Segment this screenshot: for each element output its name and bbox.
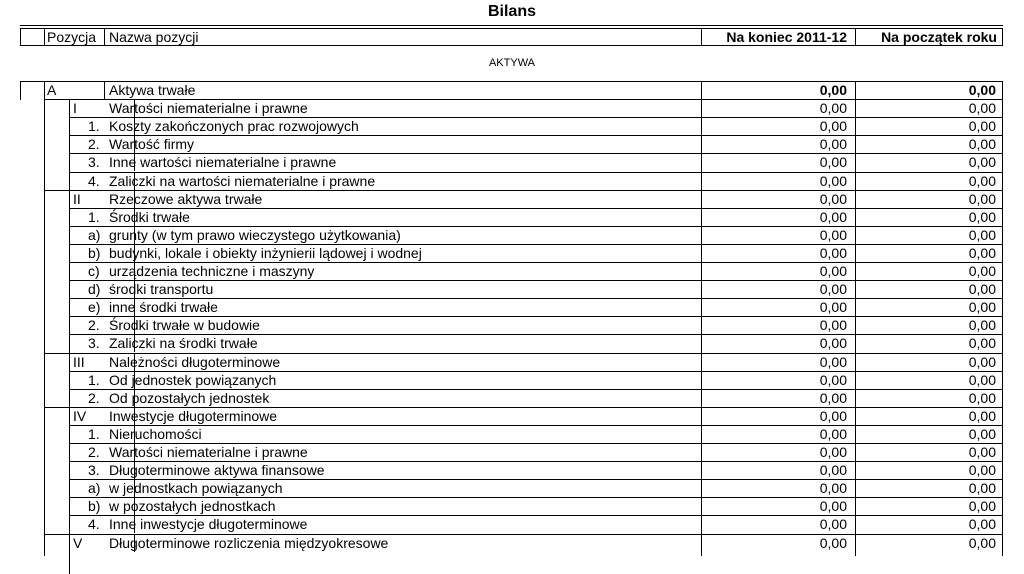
row-value-end: 0,00: [819, 425, 847, 442]
row-value-start: 0,00: [968, 353, 996, 370]
row-code: 1.: [88, 118, 100, 135]
code-name-divider: [134, 244, 135, 262]
row-value-end: 0,00: [819, 480, 847, 497]
row-value-start: 0,00: [968, 281, 996, 298]
row-value-end: 0,00: [819, 371, 847, 388]
code-name-divider: [134, 534, 135, 552]
row-value-start: 0,00: [968, 335, 996, 352]
row-name: budynki, lokale i obiekty inżynierii lądowej i wodnej: [109, 244, 422, 261]
code-name-divider: [134, 515, 135, 533]
row-value-start: 0,00: [968, 480, 996, 497]
row-name: Aktywa trwałe: [109, 82, 196, 98]
row-value-end: 0,00: [819, 172, 847, 189]
row-name: Inwestycje długoterminowe: [109, 407, 278, 424]
header-start-of-year: Na początek roku: [881, 29, 997, 45]
row-value-end: 0,00: [819, 498, 847, 515]
row-value-end: 0,00: [819, 154, 847, 171]
code-name-divider: [134, 280, 135, 298]
row-code: b): [88, 498, 101, 515]
row-name: Inne wartości niematerialne i prawne: [109, 154, 337, 171]
row-value-start: 0,00: [968, 317, 996, 334]
row-name: w jednostkach powiązanych: [109, 480, 283, 497]
row-value-end: 0,00: [819, 444, 847, 460]
row-name: inne środki trwałe: [109, 299, 218, 316]
row-name: Długoterminowe aktywa finansowe: [109, 462, 325, 479]
row-code: 2.: [88, 317, 100, 334]
code-name-divider: [134, 153, 135, 171]
row-value-start: 0,00: [968, 516, 996, 533]
code-name-divider: [134, 190, 135, 208]
row-code: A: [47, 82, 57, 98]
row-name: Zaliczki na środki trwałe: [109, 335, 258, 352]
row-value-end: 0,00: [819, 208, 847, 225]
report-title: Bilans: [487, 3, 536, 20]
row-name: urządzenia techniczne i maszyny: [109, 263, 315, 279]
row-value-start: 0,00: [968, 389, 996, 406]
code-name-divider: [134, 443, 135, 461]
row-code: d): [88, 281, 101, 298]
value-divider: [701, 81, 702, 556]
code-name-divider: [134, 208, 135, 226]
header-name: Nazwa pozycji: [109, 29, 199, 45]
row-value-end: 0,00: [819, 263, 847, 279]
level1-border: [44, 81, 45, 556]
row-value-end: 0,00: [819, 82, 847, 98]
row-code: 2.: [88, 389, 100, 406]
row-value-end: 0,00: [819, 118, 847, 135]
row-value-start: 0,00: [968, 371, 996, 388]
table-header: [20, 28, 1003, 46]
code-name-divider: [134, 353, 135, 371]
code-name-divider: [134, 135, 135, 153]
code-name-divider: [134, 172, 135, 190]
row-code: c): [88, 263, 100, 279]
row-value-start: 0,00: [968, 100, 996, 117]
row-name: grunty (w tym prawo wieczystego użytkowania): [109, 226, 401, 243]
value-divider: [855, 81, 856, 556]
row-code: II: [73, 190, 81, 207]
table-border-left: [20, 81, 21, 100]
row-value-start: 0,00: [968, 462, 996, 479]
row-name: Wartości niematerialne i prawne: [109, 444, 308, 460]
code-name-divider: [134, 99, 135, 117]
row-value-end: 0,00: [819, 353, 847, 370]
row-value-end: 0,00: [819, 407, 847, 424]
row-name: Wartość firmy: [109, 136, 195, 153]
row-name: Zaliczki na wartości niematerialne i prawne: [109, 172, 376, 189]
code-name-divider: [134, 389, 135, 407]
row-name: środki transportu: [109, 281, 214, 298]
row-value-end: 0,00: [819, 516, 847, 533]
row-value-start: 0,00: [968, 244, 996, 261]
row-value-start: 0,00: [968, 208, 996, 225]
row-value-start: 0,00: [968, 498, 996, 515]
row-code: 3.: [88, 335, 100, 352]
row-value-end: 0,00: [819, 100, 847, 117]
level2-border: [69, 99, 70, 574]
row-code: a): [88, 226, 101, 243]
row-value-start: 0,00: [968, 263, 996, 279]
header-divider: [701, 29, 702, 45]
row-code: 1.: [88, 371, 100, 388]
row-value-end: 0,00: [819, 317, 847, 334]
header-end-of-period: Na koniec 2011-12: [726, 29, 847, 45]
row-value-start: 0,00: [968, 534, 996, 551]
row-value-start: 0,00: [968, 425, 996, 442]
row-code: 1.: [88, 208, 100, 225]
code-name-divider: [134, 117, 135, 135]
row-code: 1.: [88, 425, 100, 442]
header-position: Pozycja: [47, 29, 97, 45]
row-value-start: 0,00: [968, 154, 996, 171]
section-heading: AKTYWA: [488, 57, 536, 69]
code-name-divider: [134, 497, 135, 515]
row-value-end: 0,00: [819, 190, 847, 207]
table-border-right: [1002, 81, 1003, 556]
row-code: V: [73, 534, 83, 551]
header-divider: [44, 29, 45, 45]
row-code: 4.: [88, 172, 100, 189]
row-code: 3.: [88, 462, 100, 479]
row-name: Długoterminowe rozliczenia międzyokresowe: [109, 534, 389, 551]
row-value-start: 0,00: [968, 299, 996, 316]
row-name: Należności długoterminowe: [109, 353, 281, 370]
row-name: Rzeczowe aktywa trwałe: [109, 190, 263, 207]
header-divider: [20, 29, 21, 45]
row-code: 4.: [88, 516, 100, 533]
row-code: 2.: [88, 444, 100, 460]
row-name: Inne inwestycje długoterminowe: [109, 516, 308, 533]
code-name-divider: [134, 226, 135, 244]
code-name-divider: [134, 371, 135, 389]
header-divider: [104, 29, 105, 45]
row-value-end: 0,00: [819, 534, 847, 551]
row-code: b): [88, 244, 101, 261]
code-name-divider: [134, 334, 135, 352]
code-name-divider: [134, 298, 135, 316]
code-name-divider: [134, 407, 135, 425]
row-name: w pozostałych jednostkach: [109, 498, 276, 515]
code-name-divider: [134, 262, 135, 280]
row-value-end: 0,00: [819, 226, 847, 243]
row-name: Nieruchomości: [109, 425, 202, 442]
header-divider: [1002, 29, 1003, 45]
row-code: 3.: [88, 154, 100, 171]
code-name-divider: [134, 316, 135, 334]
row-value-start: 0,00: [968, 118, 996, 135]
row-value-end: 0,00: [819, 389, 847, 406]
code-name-divider: [134, 461, 135, 479]
row-value-start: 0,00: [968, 82, 996, 98]
code-name-divider: [134, 479, 135, 497]
row-name: Koszty zakończonych prac rozwojowych: [109, 118, 359, 135]
row-value-start: 0,00: [968, 172, 996, 189]
row-value-end: 0,00: [819, 462, 847, 479]
row-code: a): [88, 480, 101, 497]
row-name: Od jednostek powiązanych: [109, 371, 277, 388]
code-name-divider: [104, 81, 105, 99]
header-divider: [855, 29, 856, 45]
row-code: I: [73, 100, 77, 117]
row-name: Środki trwałe: [109, 208, 190, 225]
row-value-start: 0,00: [968, 444, 996, 460]
code-name-divider: [134, 425, 135, 443]
row-code: III: [73, 353, 85, 370]
row-value-end: 0,00: [819, 299, 847, 316]
row-value-end: 0,00: [819, 335, 847, 352]
row-name: Wartości niematerialne i prawne: [109, 100, 308, 117]
row-code: e): [88, 299, 101, 316]
row-value-end: 0,00: [819, 244, 847, 261]
row-name: Od pozostałych jednostek: [109, 389, 270, 406]
row-value-start: 0,00: [968, 407, 996, 424]
row-value-start: 0,00: [968, 226, 996, 243]
row-value-start: 0,00: [968, 136, 996, 153]
row-name: Środki trwałe w budowie: [109, 317, 260, 334]
row-value-end: 0,00: [819, 136, 847, 153]
row-value-end: 0,00: [819, 281, 847, 298]
row-value-start: 0,00: [968, 190, 996, 207]
row-code: IV: [73, 407, 87, 424]
row-code: 2.: [88, 136, 100, 153]
